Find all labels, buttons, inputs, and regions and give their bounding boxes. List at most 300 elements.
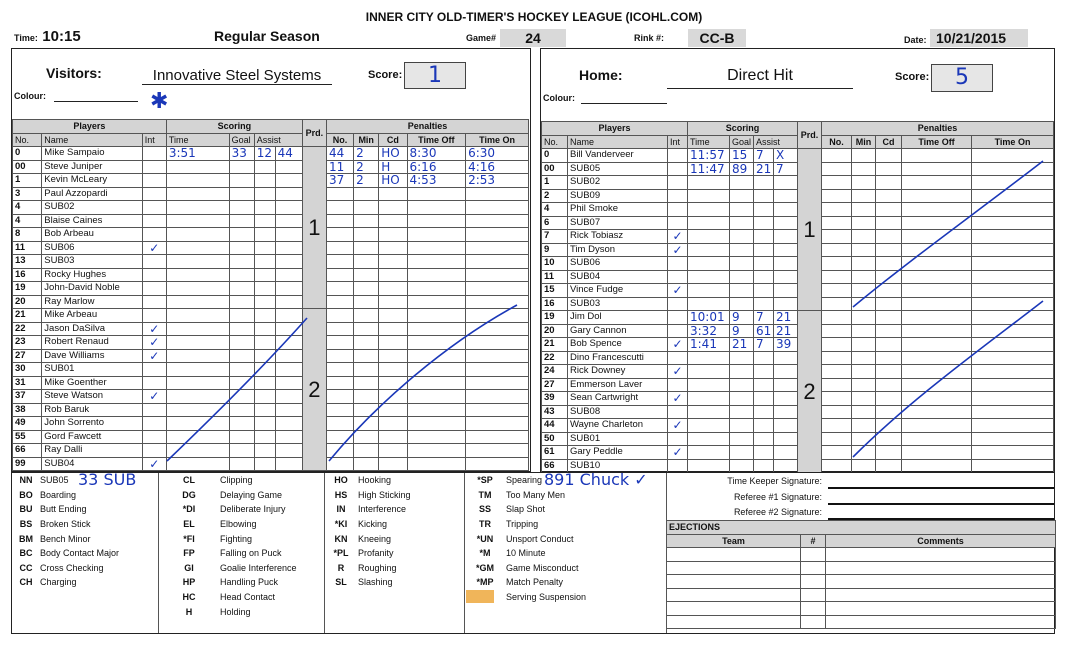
intro-check bbox=[668, 270, 688, 284]
legend-row bbox=[14, 502, 666, 517]
assist-2: 21 bbox=[774, 324, 798, 338]
penalty-player bbox=[822, 432, 852, 446]
int-header: Int bbox=[142, 133, 166, 147]
intro-check bbox=[142, 160, 166, 174]
penalty-description: Spearing bbox=[506, 475, 543, 486]
player-name: Vince Fudge bbox=[568, 284, 668, 298]
player-number: 66 bbox=[13, 444, 42, 458]
penalty-player bbox=[822, 162, 852, 176]
assist-1 bbox=[754, 297, 774, 311]
player-number: 49 bbox=[13, 417, 42, 431]
assist-1 bbox=[754, 351, 774, 365]
player-number: 66 bbox=[542, 459, 568, 473]
penalty-time-on: 4:16 bbox=[466, 160, 529, 174]
assist-2 bbox=[275, 187, 302, 201]
period-header: Prd. bbox=[798, 122, 822, 149]
intro-check bbox=[142, 214, 166, 228]
goal-scorer bbox=[229, 201, 254, 215]
assist-1 bbox=[754, 203, 774, 217]
penalty-player: 37 bbox=[326, 174, 353, 188]
player-number: 43 bbox=[542, 405, 568, 419]
assist-2: 39 bbox=[774, 338, 798, 352]
intro-check bbox=[668, 257, 688, 271]
intro-check: ✓ bbox=[668, 419, 688, 433]
assist-2 bbox=[774, 392, 798, 406]
goal-scorer: 9 bbox=[730, 324, 754, 338]
penalty-description: Slap Shot bbox=[506, 504, 546, 515]
player-name: SUB05 bbox=[568, 162, 668, 176]
player-name: SUB09 bbox=[568, 189, 668, 203]
visitors-team: Innovative Steel Systems bbox=[142, 67, 332, 85]
penalty-description: High Sticking bbox=[358, 489, 411, 500]
penalty-code: CH bbox=[19, 577, 33, 588]
goal-scorer bbox=[730, 365, 754, 379]
penalty-description: Butt Ending bbox=[40, 504, 87, 515]
legend-row bbox=[14, 531, 666, 546]
penalty-code bbox=[379, 241, 407, 255]
rink-value: CC-B bbox=[688, 29, 746, 47]
assist-1 bbox=[754, 284, 774, 298]
penalty-code: BS bbox=[19, 519, 33, 530]
assist-2: 7 bbox=[774, 162, 798, 176]
penalty-code: HO bbox=[334, 475, 348, 486]
player-name: Tim Dyson bbox=[568, 243, 668, 257]
penalty-player bbox=[822, 216, 852, 230]
assist-2 bbox=[774, 365, 798, 379]
penalty-minutes bbox=[354, 268, 379, 282]
assist-1 bbox=[754, 405, 774, 419]
ejection-num-header: # bbox=[801, 534, 826, 548]
intro-check: ✓ bbox=[668, 338, 688, 352]
referee2-label: Referee #2 Signature: bbox=[733, 507, 822, 517]
goal-time bbox=[688, 270, 730, 284]
player-name: Steve Watson bbox=[42, 390, 142, 404]
penalty-player bbox=[822, 297, 852, 311]
penalty-time-on bbox=[466, 241, 529, 255]
player-number: 44 bbox=[542, 419, 568, 433]
goal-time bbox=[688, 351, 730, 365]
goal-scorer bbox=[730, 284, 754, 298]
assist-1 bbox=[254, 201, 275, 215]
penalty-player bbox=[326, 201, 353, 215]
penalty-code: *SP bbox=[477, 475, 493, 486]
player-number: 16 bbox=[542, 297, 568, 311]
penalty-time-on: 2:53 bbox=[466, 174, 529, 188]
assist-header: Assist bbox=[254, 133, 302, 147]
intro-check: ✓ bbox=[142, 241, 166, 255]
penalty-player: 11 bbox=[326, 160, 353, 174]
intro-check bbox=[668, 351, 688, 365]
penalty-player bbox=[822, 459, 852, 473]
penalty-code: *PL bbox=[333, 548, 349, 559]
assist-1: 61 bbox=[754, 324, 774, 338]
penalty-description: Cross Checking bbox=[40, 562, 104, 573]
penalty-code: IN bbox=[336, 504, 346, 515]
assist-2 bbox=[774, 257, 798, 271]
penalty-description: Broken Stick bbox=[40, 519, 91, 530]
player-number: 30 bbox=[13, 363, 42, 377]
penalty-code: BO bbox=[19, 489, 33, 500]
goal-scorer bbox=[730, 189, 754, 203]
pen-off-header: Time Off bbox=[902, 135, 972, 149]
penalty-code: H bbox=[379, 160, 407, 174]
penalty-description: Clipping bbox=[220, 475, 253, 486]
penalty-code: HO bbox=[379, 174, 407, 188]
goal-time bbox=[688, 405, 730, 419]
intro-check bbox=[142, 147, 166, 161]
penalty-player bbox=[822, 149, 852, 163]
penalty-player bbox=[326, 214, 353, 228]
scoring-header: Scoring bbox=[688, 122, 798, 136]
visitors-colour-label: Colour: bbox=[14, 91, 46, 101]
assist-2: 44 bbox=[275, 147, 302, 161]
assist-2 bbox=[774, 243, 798, 257]
intro-check bbox=[668, 378, 688, 392]
player-name: SUB03 bbox=[568, 297, 668, 311]
player-name: SUB03 bbox=[42, 255, 142, 269]
rink-label: Rink #: bbox=[634, 33, 665, 43]
legend-row bbox=[14, 546, 666, 561]
penalty-description: Deliberate Injury bbox=[220, 504, 286, 515]
nn-note: 33 SUB bbox=[78, 470, 137, 489]
goal-time bbox=[688, 230, 730, 244]
player-number: 22 bbox=[13, 322, 42, 336]
time-field bbox=[14, 28, 81, 46]
player-number: 00 bbox=[13, 160, 42, 174]
player-number: 6 bbox=[542, 216, 568, 230]
intro-check bbox=[668, 176, 688, 190]
intro-check: ✓ bbox=[142, 349, 166, 363]
goal-scorer bbox=[229, 268, 254, 282]
assist-2 bbox=[275, 255, 302, 269]
penalty-player bbox=[822, 189, 852, 203]
penalty-description bbox=[38, 590, 160, 605]
player-name: Sean Cartwright bbox=[568, 392, 668, 406]
player-number: 22 bbox=[542, 351, 568, 365]
intro-check bbox=[142, 268, 166, 282]
player-name: Bill Vanderveer bbox=[568, 149, 668, 163]
no-header: No. bbox=[542, 135, 568, 149]
goal-time bbox=[166, 241, 229, 255]
assist-2 bbox=[275, 268, 302, 282]
player-name: SUB07 bbox=[568, 216, 668, 230]
penalty-code: BU bbox=[19, 504, 33, 515]
penalty-player bbox=[822, 338, 852, 352]
goal-time bbox=[688, 284, 730, 298]
player-number: 21 bbox=[542, 338, 568, 352]
player-name: Rick Downey bbox=[568, 365, 668, 379]
player-number: 61 bbox=[542, 446, 568, 460]
intro-check: ✓ bbox=[142, 457, 166, 471]
game-number: 24 bbox=[500, 29, 566, 47]
assist-1 bbox=[754, 243, 774, 257]
pen-cd-header: Cd bbox=[379, 133, 407, 147]
penalty-code bbox=[379, 255, 407, 269]
player-number: 7 bbox=[542, 230, 568, 244]
goal-time: 1:41 bbox=[688, 338, 730, 352]
spearing-note: 891 Chuck ✓ bbox=[544, 470, 648, 489]
player-name: Ray Dalli bbox=[42, 444, 142, 458]
intro-check bbox=[668, 203, 688, 217]
penalty-code: FP bbox=[183, 548, 195, 559]
penalty-player bbox=[822, 351, 852, 365]
penalty-code: DG bbox=[182, 489, 196, 500]
time-header: Time bbox=[688, 135, 730, 149]
assist-2 bbox=[774, 446, 798, 460]
penalty-code: *UN bbox=[476, 533, 494, 544]
assist-2: 21 bbox=[774, 311, 798, 325]
penalty-description bbox=[356, 604, 466, 619]
player-name: Mike Goenther bbox=[42, 376, 142, 390]
penalty-time-off bbox=[407, 255, 466, 269]
no-header: No. bbox=[13, 133, 42, 147]
penalty-code: *GM bbox=[476, 562, 494, 573]
penalty-code: *MP bbox=[476, 577, 494, 588]
assist-2 bbox=[774, 351, 798, 365]
player-number: 37 bbox=[13, 390, 42, 404]
int-header: Int bbox=[668, 135, 688, 149]
penalty-player bbox=[822, 365, 852, 379]
pen-cd-header: Cd bbox=[876, 135, 902, 149]
assist-2 bbox=[275, 214, 302, 228]
player-number: 9 bbox=[542, 243, 568, 257]
assist-1 bbox=[754, 176, 774, 190]
player-number: 27 bbox=[13, 349, 42, 363]
intro-check bbox=[142, 174, 166, 188]
penalty-code: CL bbox=[183, 475, 195, 486]
player-name: SUB06 bbox=[42, 241, 142, 255]
goal-scorer bbox=[730, 257, 754, 271]
penalty-code bbox=[379, 268, 407, 282]
penalty-minutes bbox=[354, 241, 379, 255]
penalty-time-on bbox=[466, 214, 529, 228]
penalty-minutes bbox=[354, 201, 379, 215]
penalty-code: HC bbox=[182, 592, 196, 603]
penalty-time-off bbox=[407, 241, 466, 255]
penalty-description bbox=[504, 604, 666, 619]
penalty-player bbox=[326, 255, 353, 269]
assist-1 bbox=[754, 216, 774, 230]
goal-time bbox=[688, 432, 730, 446]
goal-scorer bbox=[730, 270, 754, 284]
goal-scorer: 89 bbox=[730, 162, 754, 176]
penalty-description: Roughing bbox=[358, 562, 397, 573]
player-name: SUB08 bbox=[568, 405, 668, 419]
home-colour-label: Colour: bbox=[543, 93, 575, 103]
player-name: John Sorrento bbox=[42, 417, 142, 431]
penalty-time-off bbox=[407, 187, 466, 201]
penalty-code: *FI bbox=[183, 533, 195, 544]
penalty-description: Fighting bbox=[220, 533, 253, 544]
assist-1 bbox=[254, 214, 275, 228]
penalty-minutes bbox=[354, 255, 379, 269]
player-number: 38 bbox=[13, 403, 42, 417]
goal-scorer bbox=[229, 174, 254, 188]
assist-1: 12 bbox=[254, 147, 275, 161]
period-2-marker: 2 bbox=[798, 311, 822, 473]
penalty-code: HS bbox=[334, 489, 348, 500]
player-number: 13 bbox=[13, 255, 42, 269]
assist-1 bbox=[254, 268, 275, 282]
assist-1 bbox=[254, 160, 275, 174]
player-number: 10 bbox=[542, 257, 568, 271]
player-number: 55 bbox=[13, 430, 42, 444]
goal-scorer: 33 bbox=[229, 147, 254, 161]
goal-scorer bbox=[730, 419, 754, 433]
penalty-minutes bbox=[354, 214, 379, 228]
player-number: 16 bbox=[13, 268, 42, 282]
goal-scorer bbox=[730, 176, 754, 190]
player-name: Robert Renaud bbox=[42, 336, 142, 350]
penalty-minutes: 2 bbox=[354, 174, 379, 188]
player-row bbox=[13, 241, 529, 255]
goal-time bbox=[688, 216, 730, 230]
ejections-table bbox=[666, 520, 1056, 629]
goal-scorer bbox=[730, 230, 754, 244]
intro-check bbox=[668, 432, 688, 446]
penalty-player bbox=[822, 203, 852, 217]
player-name: Paul Azzopardi bbox=[42, 187, 142, 201]
pen-off-header: Time Off bbox=[407, 133, 466, 147]
penalty-description: SUB05 bbox=[40, 475, 69, 486]
penalty-code bbox=[14, 604, 38, 619]
goal-scorer bbox=[730, 297, 754, 311]
assist-1 bbox=[254, 241, 275, 255]
intro-check: ✓ bbox=[142, 336, 166, 350]
penalty-description: Unsport Conduct bbox=[506, 533, 574, 544]
penalty-player bbox=[822, 392, 852, 406]
penalty-code: NN bbox=[19, 475, 33, 486]
goal-scorer bbox=[730, 351, 754, 365]
intro-check: ✓ bbox=[668, 243, 688, 257]
penalty-time-on bbox=[466, 201, 529, 215]
period-header: Prd. bbox=[302, 120, 326, 147]
player-name: SUB04 bbox=[568, 270, 668, 284]
penalty-description: Boarding bbox=[40, 489, 77, 500]
goal-scorer bbox=[730, 216, 754, 230]
goal-time bbox=[166, 174, 229, 188]
pen-min-header: Min bbox=[852, 135, 876, 149]
penalty-player bbox=[822, 324, 852, 338]
penalty-description bbox=[38, 604, 160, 619]
goal-scorer bbox=[229, 160, 254, 174]
date-value: 10/21/2015 bbox=[930, 29, 1028, 47]
penalty-description: Game Misconduct bbox=[506, 562, 579, 573]
player-name: Jim Dol bbox=[568, 311, 668, 325]
goal-time: 11:47 bbox=[688, 162, 730, 176]
intro-check: ✓ bbox=[668, 230, 688, 244]
goal-scorer bbox=[229, 255, 254, 269]
ejection-comments-header: Comments bbox=[826, 534, 1056, 548]
penalty-player bbox=[822, 378, 852, 392]
assist-1 bbox=[754, 365, 774, 379]
intro-check bbox=[668, 149, 688, 163]
pen-no-header: No. bbox=[326, 133, 353, 147]
player-number: 19 bbox=[13, 282, 42, 296]
player-row bbox=[13, 214, 529, 228]
player-name: SUB06 bbox=[568, 257, 668, 271]
penalty-minutes: 2 bbox=[354, 160, 379, 174]
assist-2 bbox=[275, 241, 302, 255]
goal-scorer bbox=[730, 243, 754, 257]
player-number: 19 bbox=[542, 311, 568, 325]
player-number: 4 bbox=[13, 201, 42, 215]
penalty-description: Hooking bbox=[358, 475, 392, 486]
penalty-description: Slashing bbox=[358, 577, 393, 588]
assist-1 bbox=[254, 174, 275, 188]
player-name: SUB10 bbox=[568, 459, 668, 473]
home-team: Direct Hit bbox=[667, 67, 853, 89]
penalty-player bbox=[822, 311, 852, 325]
player-row bbox=[13, 174, 529, 188]
goal-header: Goal bbox=[229, 133, 254, 147]
time-header: Time bbox=[166, 133, 229, 147]
penalty-code: *DI bbox=[182, 504, 196, 515]
goal-time bbox=[688, 446, 730, 460]
penalty-description bbox=[356, 590, 466, 605]
penalty-time-off bbox=[407, 214, 466, 228]
pen-on-header: Time On bbox=[466, 133, 529, 147]
goal-time bbox=[688, 378, 730, 392]
referee1-line[interactable] bbox=[828, 503, 1054, 505]
goal-time bbox=[166, 201, 229, 215]
penalty-player bbox=[822, 230, 852, 244]
assist-2 bbox=[774, 216, 798, 230]
intro-check bbox=[668, 297, 688, 311]
league-title: INNER CITY OLD-TIMER'S HOCKEY LEAGUE (ICOHL.COM) bbox=[365, 10, 703, 24]
penalty-time-on bbox=[466, 255, 529, 269]
goal-scorer: 9 bbox=[730, 311, 754, 325]
penalty-code: BC bbox=[19, 548, 33, 559]
timekeeper-line[interactable] bbox=[828, 487, 1054, 489]
intro-check bbox=[142, 228, 166, 242]
intro-check bbox=[668, 324, 688, 338]
intro-check: ✓ bbox=[142, 322, 166, 336]
penalty-code: KN bbox=[334, 533, 348, 544]
time-value: 10:15 bbox=[42, 28, 81, 45]
assist-2: X bbox=[774, 149, 798, 163]
penalty-codes-legend bbox=[14, 473, 666, 619]
player-name: Bob Arbeau bbox=[42, 228, 142, 242]
player-name: SUB02 bbox=[568, 176, 668, 190]
intro-check: ✓ bbox=[668, 284, 688, 298]
penalty-time-off bbox=[407, 268, 466, 282]
assist-2 bbox=[774, 230, 798, 244]
penalty-player bbox=[822, 257, 852, 271]
pen-no-header: No. bbox=[822, 135, 852, 149]
goal-time bbox=[688, 189, 730, 203]
date-label: Date: bbox=[904, 35, 927, 45]
penalty-description: Holding bbox=[220, 606, 251, 617]
penalty-minutes: 2 bbox=[354, 147, 379, 161]
penalty-player bbox=[822, 176, 852, 190]
penalty-player bbox=[822, 270, 852, 284]
player-number: 15 bbox=[542, 284, 568, 298]
penalty-time-off: 4:53 bbox=[407, 174, 466, 188]
player-row bbox=[13, 268, 529, 282]
penalty-time-off bbox=[407, 201, 466, 215]
player-name: SUB01 bbox=[42, 363, 142, 377]
penalty-description: Bench Minor bbox=[40, 533, 91, 544]
assist-1 bbox=[754, 189, 774, 203]
visitors-label: Visitors: bbox=[46, 65, 102, 81]
player-row bbox=[13, 255, 529, 269]
penalty-code: H bbox=[185, 606, 193, 617]
goal-time bbox=[688, 176, 730, 190]
penalty-description: Goalie Interference bbox=[220, 562, 297, 573]
home-panel bbox=[540, 48, 1055, 472]
assist-1: 7 bbox=[754, 338, 774, 352]
